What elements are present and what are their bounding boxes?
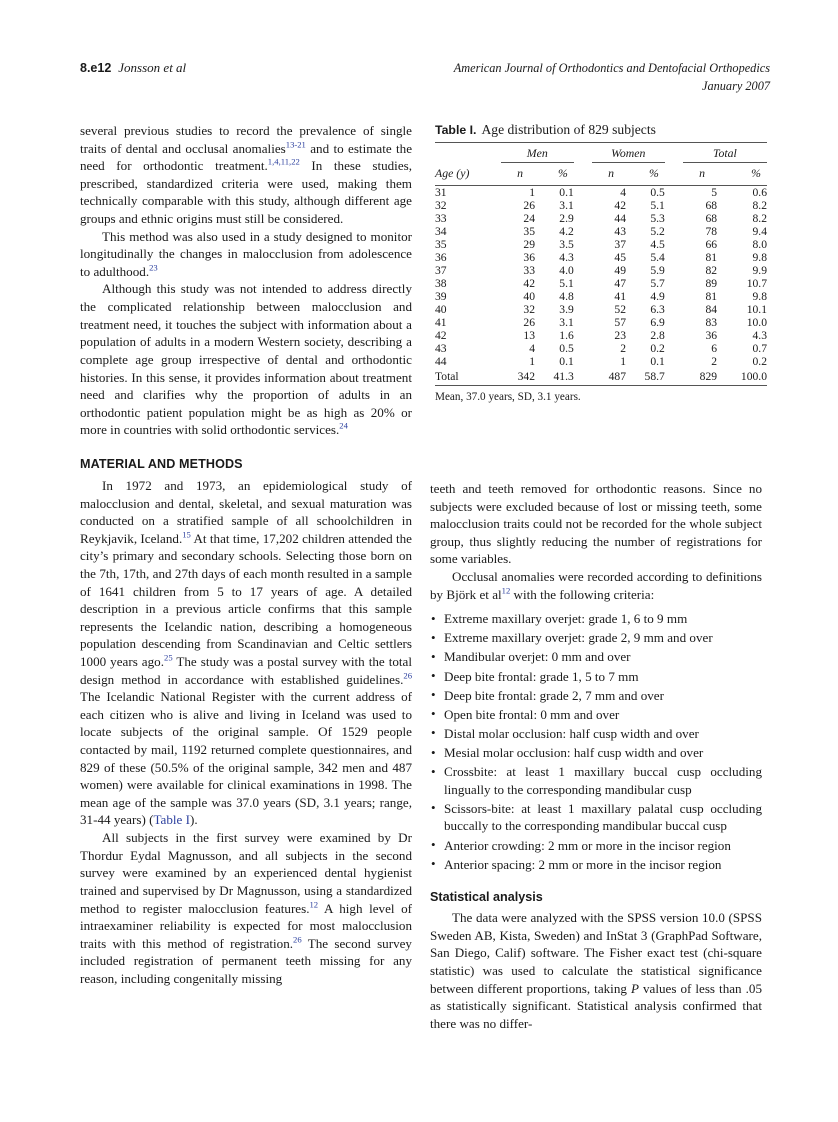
cell-total-n: 5 xyxy=(683,186,717,200)
criteria-item: • Anterior spacing: 2 mm or more in the incisor region xyxy=(430,856,762,874)
cell-gap xyxy=(665,290,683,303)
cell-women-n: 45 xyxy=(614,251,627,264)
cell-total-pct: 9.8 xyxy=(752,251,767,264)
cell-gap xyxy=(574,264,592,277)
cell-men-n: 42 xyxy=(523,277,535,290)
table-body xyxy=(435,186,767,384)
paragraph-study-scope: Although this study was not intended to address directly the complicated relationship between malocclusion and treatment need, it touches the subject with information about a population of adults in a modern Western society, describing a complete age group irrespective of dental and orthodontic histories. In this sense, it provides information about treatment need and clarifies why the proportion of adults in an orthodontic patient population might be as high as 20% or more in countries with solid orthodontic services.$^{24}$ xyxy=(80,281,412,438)
cell-women-n: 37 xyxy=(614,238,627,251)
cell-men-pct: 1.6 xyxy=(559,329,574,342)
cell-total-pct: 10.7 xyxy=(746,277,767,290)
cell-total-pct: 8.0 xyxy=(752,238,767,251)
cell-total-n: 2 xyxy=(711,355,718,368)
paragraph-sample-description: In 1972 and 1973, an epidemiological study of malocclusion and dental, skeletal, and sexual maturation was conducted on a stratified sample of all schoolchildren in Reykjavik, Iceland.$^{15}$ At that time, 17,202 children attended the city’s primary and secondary schools. Selecting those born on the 7th, 17th, and 27th days of each month resulted in a sample of 1641 children from 5 to 17 years of age. A detailed description in a previous article confirms that this sample represents the Icelandic nation, describing a homogeneous population descending from Scandinavian and Celtic settlers 1000 years ago.$^{25}$ The study was a postal survey with the total design method in accordance with established guidelines.$^{26}$ The Icelandic National Register with the current address of each citizen who is alive and living in Iceland was used to locate subjects of the original sample. Of 1529 people contacted by mail, 1192 returned complete questionnaires, and 829 of these (50.5% of the original sample, 342 men and 487 women) were available for clinical examinations in 1998. The mean age of the sample was 37.0 years (SD, 3.1 years; range, 31-44 years) (Table I). xyxy=(80,477,412,828)
cell-men-pct: 0.1 xyxy=(535,186,574,200)
cell-total-n: 81 xyxy=(705,290,718,303)
cell-gap xyxy=(665,277,683,290)
cell-men-pct: 4.0 xyxy=(559,264,574,277)
cell-gap xyxy=(665,342,683,355)
cell-women-pct: 5.3 xyxy=(650,212,665,225)
cell-women-pct: 0.5 xyxy=(626,186,665,200)
table-title: Age distribution of 829 subjects xyxy=(481,122,656,137)
cell-gap xyxy=(574,342,592,355)
cell-women-pct: 6.9 xyxy=(650,316,665,329)
table-1-block xyxy=(435,122,767,403)
table-group-header-row xyxy=(435,143,767,163)
cell-total-pct: 10.1 xyxy=(746,303,767,316)
cell-women-pct: 5.1 xyxy=(650,199,665,212)
cell-women-pct: 58.7 xyxy=(644,370,665,383)
journal-title: American Journal of Orthodontics and Dentofacial Orthopedics xyxy=(453,61,770,75)
criteria-item: • Mandibular overjet: 0 mm and over xyxy=(430,648,762,666)
cell-women-pct: 5.2 xyxy=(650,225,665,238)
running-head xyxy=(80,60,770,96)
subheader-gap-2 xyxy=(665,163,683,186)
section-heading-statistical-analysis: Statistical analysis xyxy=(430,890,543,905)
table-head xyxy=(435,143,767,186)
table-row xyxy=(435,238,767,251)
cell-gap xyxy=(665,212,683,225)
cell-total-pct: 0.7 xyxy=(752,342,767,355)
criteria-item: • Deep bite frontal: grade 2, 7 mm and over xyxy=(430,687,762,705)
cell-gap xyxy=(574,238,592,251)
cell-gap xyxy=(574,251,592,264)
cell-men-pct: 4.3 xyxy=(559,251,574,264)
cell-women-pct: 5.4 xyxy=(650,251,665,264)
group-gap-2 xyxy=(665,143,683,163)
running-head-left xyxy=(80,60,186,76)
cell-age: 31 xyxy=(435,186,501,200)
table-caption xyxy=(435,122,767,138)
cell-age: 32 xyxy=(435,199,447,212)
table-label: Table I. xyxy=(435,123,477,137)
table-row xyxy=(435,329,767,342)
group-gap-1 xyxy=(574,143,592,163)
cell-gap xyxy=(574,290,592,303)
citation-ref[interactable]: 1,4,11,22 xyxy=(267,156,300,167)
table-row xyxy=(435,355,767,368)
cell-women-n: 57 xyxy=(614,316,627,329)
cell-men-pct: 3.1 xyxy=(559,199,574,212)
cell-men-n: 13 xyxy=(523,329,535,342)
page-folio: 8.e12 xyxy=(80,61,112,75)
cell-women-pct: 4.9 xyxy=(650,290,665,303)
table-row xyxy=(435,316,767,329)
cell-gap xyxy=(574,225,592,238)
table-row xyxy=(435,186,767,200)
criteria-item: • Open bite frontal: 0 mm and over xyxy=(430,706,762,724)
cell-total-pct: 10.0 xyxy=(746,316,767,329)
cell-gap xyxy=(665,238,683,251)
cell-women-pct: 6.3 xyxy=(650,303,665,316)
cell-gap xyxy=(665,355,683,368)
occlusal-criteria-list xyxy=(430,610,762,873)
cell-women-n: 41 xyxy=(614,290,627,303)
cell-total-n: 36 xyxy=(705,329,718,342)
cell-total-pct: 8.2 xyxy=(752,199,767,212)
cell-age: 36 xyxy=(435,251,447,264)
cell-women-n: 49 xyxy=(614,264,627,277)
cell-age: 40 xyxy=(435,303,447,316)
cell-age: 38 xyxy=(435,277,447,290)
cell-women-n: 52 xyxy=(614,303,627,316)
cell-women-pct: 0.1 xyxy=(650,355,665,368)
column-header-men-pct: % xyxy=(557,166,568,180)
cell-men-pct: 2.9 xyxy=(559,212,574,225)
cell-gap xyxy=(665,329,683,342)
criteria-item: • Scissors-bite: at least 1 maxillary palatal cusp occluding buccally to the corresponding mandibular buccal cusp xyxy=(430,800,762,835)
cell-total-pct: 8.2 xyxy=(752,212,767,225)
cell-total-pct: 9.4 xyxy=(752,225,767,238)
cell-total-n: 68 xyxy=(705,199,718,212)
citation-ref[interactable]: 12 xyxy=(309,899,319,910)
table-row xyxy=(435,199,767,212)
cell-age: 37 xyxy=(435,264,447,277)
cell-total-n: 82 xyxy=(705,264,718,277)
age-distribution-table xyxy=(435,142,767,383)
cell-gap xyxy=(665,199,683,212)
cell-women-pct: 2.8 xyxy=(650,329,665,342)
criteria-item: • Extreme maxillary overjet: grade 2, 9 mm and over xyxy=(430,629,762,647)
cell-gap xyxy=(574,303,592,316)
cell-women-pct: 5.7 xyxy=(650,277,665,290)
cell-total-n: 68 xyxy=(705,212,718,225)
paragraph-examiners: All subjects in the first survey were examined by Dr Thordur Eydal Magnusson, and all subjects in the second survey were examined by an experienced dental hygienist trained and supervised by Dr Magnusson, using a standardized method to register malocclusion features.$^{12}$ A high level of intraexaminer reliability is expected for most malocclusion traits with this method of registration.$^{26}$ The second survey included registration of permanent teeth missing for any reason, including congenitally missing xyxy=(80,830,412,986)
table-row xyxy=(435,277,767,290)
cell-age: 39 xyxy=(435,290,447,303)
cell-men-n: 342 xyxy=(517,370,535,383)
citation-ref[interactable]: 26 xyxy=(403,670,412,681)
cell-gap xyxy=(665,225,683,238)
paragraph-method-longitudinal: This method was also used in a study designed to monitor longitudinally the changes in malocclusion from adolescence to adulthood.$^{23}$ xyxy=(80,228,412,279)
cell-men-pct: 41.3 xyxy=(553,370,574,383)
cell-gap xyxy=(665,264,683,277)
cell-men-n: 24 xyxy=(523,212,535,225)
column-header-men-n: n xyxy=(517,166,523,180)
cell-total-n: 84 xyxy=(705,303,718,316)
cell-women-pct: 4.5 xyxy=(650,238,665,251)
cell-women-n: 487 xyxy=(608,370,627,383)
cell-women-n: 1 xyxy=(620,355,627,368)
cell-age: 44 xyxy=(435,355,447,368)
table-bottom-rule xyxy=(435,385,767,386)
running-head-authors: Jonsson et al xyxy=(118,60,187,75)
cell-women-n: 23 xyxy=(614,329,627,342)
cell-total-pct: 9.8 xyxy=(752,290,767,303)
cell-total-n: 6 xyxy=(711,342,718,355)
cell-men-n: 26 xyxy=(523,199,535,212)
cell-men-pct: 4.2 xyxy=(559,225,574,238)
cell-gap xyxy=(574,368,592,383)
cell-age: 34 xyxy=(435,225,447,238)
table-row xyxy=(435,342,767,355)
paragraph-statistics: The data were analyzed with the SPSS version 10.0 (SPSS Sweden AB, Kista, Sweden) and InStat 3 (GraphPad Software, San Diego, Calif) software. The Fisher exact test (chi-square statistic) was used to calculate the statistical significance between different proportions, taking P values of less than .05 as statistically significant. Statistical analysis confirmed that there was no differ- xyxy=(430,910,762,1031)
citation-ref[interactable]: 23 xyxy=(149,262,158,273)
cell-men-pct: 3.1 xyxy=(559,316,574,329)
table-subheader-row xyxy=(435,163,767,186)
column-header-total-n: n xyxy=(699,166,706,180)
table-footnote: Mean, 37.0 years, SD, 3.1 years. xyxy=(435,391,581,403)
cell-gap xyxy=(574,186,592,200)
cell-age: 43 xyxy=(435,342,447,355)
left-column xyxy=(80,122,412,988)
cell-total-n: 78 xyxy=(705,225,718,238)
group-header-spacer xyxy=(435,143,501,163)
group-header-men: Men xyxy=(501,143,574,163)
group-header-women: Women xyxy=(592,143,665,163)
right-column xyxy=(430,480,762,1033)
cell-age: 33 xyxy=(435,212,447,225)
citation-ref[interactable]: 24 xyxy=(339,421,348,431)
cell-gap xyxy=(665,251,683,264)
cell-men-n: 36 xyxy=(523,251,535,264)
table-row xyxy=(435,225,767,238)
cell-total-n: 81 xyxy=(705,251,718,264)
criteria-item: • Mesial molar occlusion: half cusp width and over xyxy=(430,744,762,762)
cell-gap xyxy=(574,277,592,290)
criteria-item: • Crossbite: at least 1 maxillary buccal cusp occluding lingually to the corresponding mandibular cusp xyxy=(430,763,762,798)
cell-men-n: 4 xyxy=(529,342,535,355)
issue-date: January 2007 xyxy=(702,78,770,93)
cell-women-n: 2 xyxy=(620,342,627,355)
cell-men-pct: 0.1 xyxy=(559,355,574,368)
table-total-row xyxy=(435,368,767,383)
table-row xyxy=(435,303,767,316)
criteria-item: • Extreme maxillary overjet: grade 1, 6 to 9 mm xyxy=(430,610,762,628)
cell-total-pct: 9.9 xyxy=(752,264,767,277)
cell-total-pct: 0.2 xyxy=(752,355,767,368)
table-row xyxy=(435,290,767,303)
paragraph-prevalence: several previous studies to record the prevalence of single traits of dental and occlusal anomalies$^{13-21}$ and to estimate the need for orthodontic treatment.$^{1,4,11,22}$ In these studies, prescribed, standardized criteria were used, making them technically comparable with this study, although different age groups and ethnic origins must still be considered. xyxy=(80,123,413,227)
cell-age: Total xyxy=(435,370,459,383)
table-row xyxy=(435,212,767,225)
cell-gap xyxy=(574,329,592,342)
table-crossref-link[interactable]: Table I xyxy=(153,812,190,828)
cell-women-n: 42 xyxy=(614,199,627,212)
cell-men-n: 29 xyxy=(523,238,535,251)
citation-ref[interactable]: 15 xyxy=(182,529,191,540)
cell-women-pct: 5.9 xyxy=(650,264,665,277)
cell-age: 42 xyxy=(435,329,447,342)
cell-men-n: 26 xyxy=(523,316,535,329)
cell-men-pct: 0.5 xyxy=(559,342,574,355)
cell-gap xyxy=(665,316,683,329)
cell-age: 41 xyxy=(435,316,447,329)
cell-men-pct: 3.5 xyxy=(559,238,574,251)
column-header-total-pct: % xyxy=(751,166,761,180)
cell-men-n: 1 xyxy=(501,186,535,200)
column-header-women-pct: % xyxy=(648,166,659,180)
cell-men-pct: 4.8 xyxy=(559,290,574,303)
section-heading-material-and-methods: MATERIAL AND METHODS xyxy=(80,456,243,471)
cell-men-n: 40 xyxy=(523,290,535,303)
cell-gap xyxy=(574,355,592,368)
cell-men-pct: 3.9 xyxy=(559,303,574,316)
cell-women-n: 47 xyxy=(614,277,627,290)
cell-total-pct: 100.0 xyxy=(740,370,767,383)
column-header-age: Age (y) xyxy=(435,165,470,180)
cell-gap xyxy=(665,303,683,316)
citation-ref[interactable]: 25 xyxy=(164,652,173,663)
citation-ref[interactable]: 12 xyxy=(501,585,511,596)
cell-women-n: 43 xyxy=(614,225,627,238)
cell-gap xyxy=(665,368,683,383)
cell-total-n: 83 xyxy=(705,316,718,329)
cell-women-pct: 0.2 xyxy=(650,342,665,355)
group-header-total: Total xyxy=(683,143,767,163)
column-header-women-n: n xyxy=(608,166,615,180)
cell-gap xyxy=(665,186,683,200)
cell-men-n: 35 xyxy=(523,225,535,238)
cell-gap xyxy=(574,199,592,212)
cell-age: 35 xyxy=(435,238,447,251)
criteria-item: • Deep bite frontal: grade 1, 5 to 7 mm xyxy=(430,668,762,686)
cell-total-pct: 0.6 xyxy=(717,186,767,200)
criteria-item: • Distal molar occlusion: half cusp width and over xyxy=(430,725,762,743)
citation-ref[interactable]: 13-21 xyxy=(285,139,306,150)
cell-total-pct: 4.3 xyxy=(752,329,767,342)
cell-men-n: 32 xyxy=(523,303,535,316)
citation-ref[interactable]: 26 xyxy=(293,934,302,945)
running-head-right xyxy=(454,60,770,96)
subheader-gap-1 xyxy=(574,163,592,186)
cell-men-n: 33 xyxy=(523,264,535,277)
p-value-symbol: P xyxy=(630,980,639,996)
cell-total-n: 89 xyxy=(705,277,718,290)
cell-total-n: 829 xyxy=(699,370,718,383)
cell-women-n: 4 xyxy=(592,186,626,200)
cell-gap xyxy=(574,212,592,225)
table-row xyxy=(435,251,767,264)
paragraph-occlusal-definitions: Occlusal anomalies were recorded according to definitions by Björk et $al^{12}$ with the following criteria: xyxy=(430,569,762,602)
criteria-item: • Anterior crowding: 2 mm or more in the incisor region xyxy=(430,837,762,855)
cell-total-n: 66 xyxy=(705,238,718,251)
cell-men-pct: 5.1 xyxy=(559,277,574,290)
paragraph-missing-teeth: teeth and teeth removed for orthodontic reasons. Since no subjects were excluded because of lost or missing teeth, some malocclusion traits could not be recorded for the whole subject group, thus slightly reducing the number of registrations for some variables. xyxy=(430,481,762,567)
cell-women-n: 44 xyxy=(614,212,627,225)
cell-gap xyxy=(574,316,592,329)
table-row xyxy=(435,264,767,277)
cell-men-n: 1 xyxy=(529,355,535,368)
